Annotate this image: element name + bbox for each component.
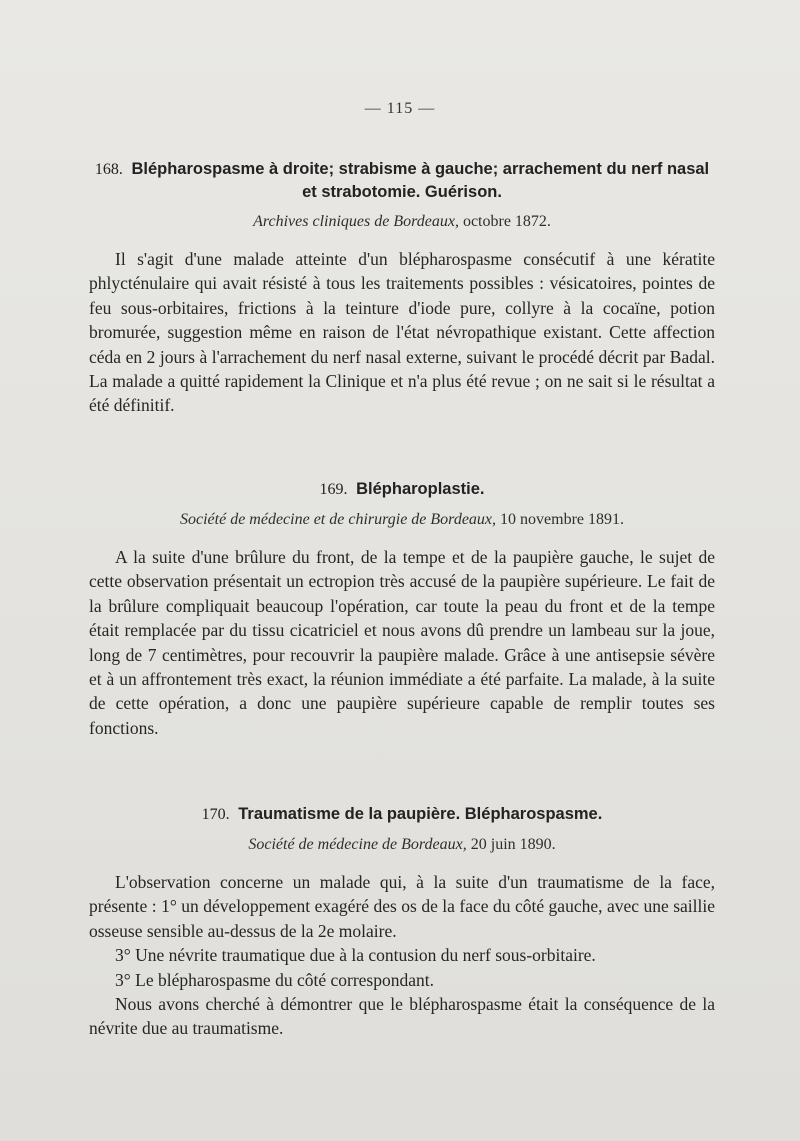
source-date: octobre 1872. [462,213,551,230]
source-date: 10 novembre 1891. [500,511,624,528]
article-body [89,247,715,418]
paragraph: 3° Le blépharospasme du côté correspondant. [115,969,434,990]
paragraph: L'observation concerne un malade qui, à la suite d'un traumatisme de la face, présente : 1° un développement exagéré des os de la face du côté gauche, avec une saillie osseuse sensible au-dessus de la 2e molaire. [89,872,715,941]
paragraph: Nous avons cherché à démontrer que le blépharospasme était la conséquence de la névrite due au traumatisme. [89,994,715,1039]
article-heading [89,158,715,203]
paragraph: 3° Une névrite traumatique due à la contusion du nerf sous-orbitaire. [115,945,596,966]
article-title: Blépharoplastie. [356,480,485,498]
source-journal: Société de médecine de Bordeaux, [248,836,467,853]
paragraph: A la suite d'une brûlure du front, de la tempe et de la paupière gauche, le sujet de cette observation présentait un ectropion très accusé de la paupière supérieure. Le fait de la brûlure compliquait beaucoup l'opération, car toute la peau du front et de la tempe était remplacée par du tissu cicatriciel et nous avons dû prendre un lambeau sur la joue, long de 7 centimètres, pour recouvrir la paupière malade. Grâce à une antisepsie sévère et à un affrontement très exact, la réunion immédiate a été parfaite. La malade, à la suite de cette opération, a donc une paupière supérieure capable de remplir toutes ses fonctions. [89,547,715,738]
article-169 [89,478,715,740]
article-source [89,211,715,233]
article-number: 169. [319,481,348,498]
article-source [89,834,715,856]
article-title: Traumatisme de la paupière. Blépharospasme. [238,805,603,823]
article-title: Blépharospasme à droite; strabisme à gauche; arrachement du nerf nasal et strabotomie. Guérison. [131,160,710,201]
article-number: 168. [94,161,123,178]
article-168 [89,158,715,418]
article-170 [89,803,715,1041]
source-date: 20 juin 1890. [470,836,556,853]
paragraph: Il s'agit d'une malade atteinte d'un blépharospasme consécutif à une kératite phlycténulaire qui avait résisté à tous les traitements possibles : vésicatoires, pointes de feu sous-orbitaires, frictions à la teinture d'iode pure, collyre à la cocaïne, potion bromurée, suggestion même en raison de l'état névropathique existant. Cette affection céda en 2 jours à l'arrachement du nerf nasal externe, suivant le procédé décrit par Badal. La malade a quitté rapidement la Clinique et n'a plus été revue ; on ne sait si le résultat a été définitif. [89,249,715,416]
article-heading [89,478,715,501]
article-source [89,509,715,531]
article-number: 170. [201,806,230,823]
page-number: — 115 — [364,100,436,117]
source-journal: Archives cliniques de Bordeaux, [253,213,459,230]
article-body [89,870,715,1041]
article-heading [89,803,715,826]
source-journal: Société de médecine et de chirurgie de Bordeaux, [180,511,497,528]
article-body [89,545,715,740]
